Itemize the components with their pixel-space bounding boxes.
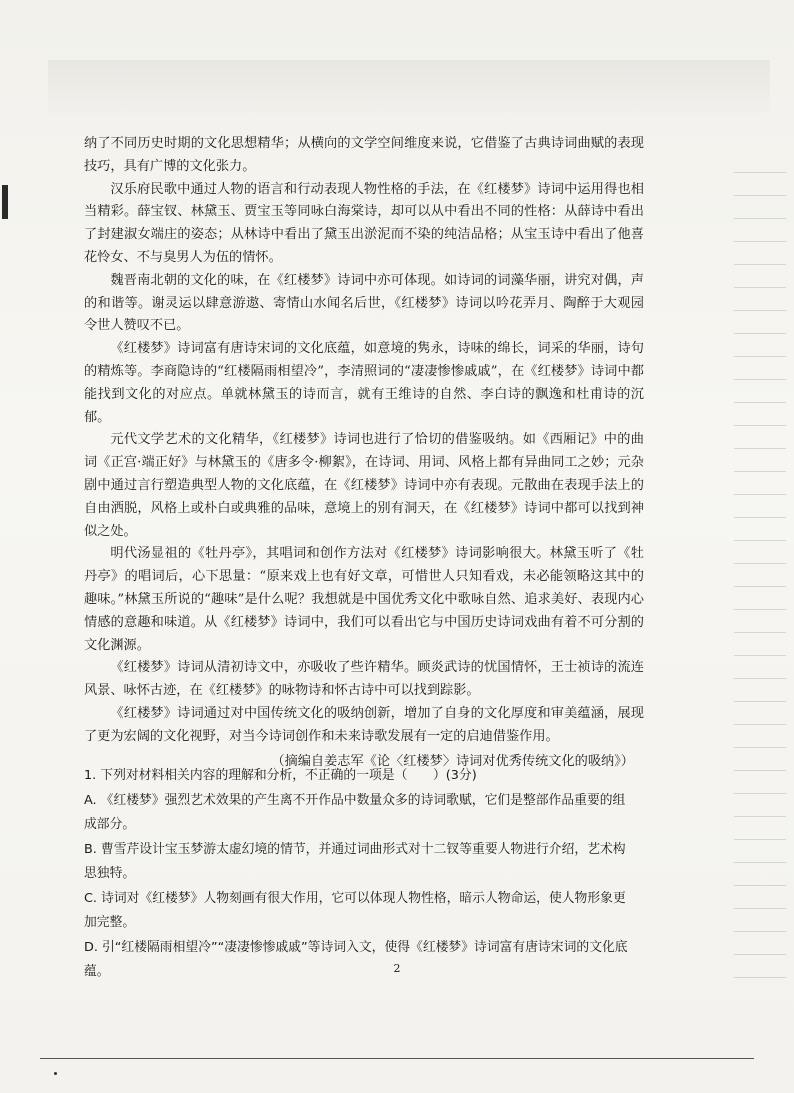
passage-paragraph: 《红楼梦》诗词富有唐诗宋词的文化底蕴，如意境的隽永，诗味的绵长，词采的华丽，诗句的精炼等。李商隐诗的“红楼隔雨相望冷”，李清照词的“凄凄惨惨戚戚”，在《红楼梦》诗词中都能找到文化的对应点。单就林黛玉的诗而言，就有王维诗的自然、李白诗的飘逸和杜甫诗的沉郁。 xyxy=(84,341,644,425)
option-d: D. 引“红楼隔雨相望冷”“凄凄惨惨戚戚”等诗词入文，使得《红楼梦》诗词富有唐诗宋词的文化底蕴。 xyxy=(84,939,628,979)
option-a: A. 《红楼梦》强烈艺术效果的产生离不开作品中数量众多的诗词歌赋，它们是整部作品重要的组成部分。 xyxy=(84,792,626,832)
bleed-through-text xyxy=(734,150,786,970)
passage-paragraph: 明代汤显祖的《牡丹亭》，其唱词和创作方法对《红楼梦》诗词影响很大。林黛玉听了《牡丹亭》的唱词后，心下思量：“原来戏上也有好文章，可惜世人只知看戏，未必能领略这其中的趣味。”林黛玉所说的“趣味”是什么呢？我想就是中国优秀文化中歌咏自然、追求美好、表现内心情感的意趣和味道。从《红楼梦》诗词中，我们可以看出它与中国历史诗词戏曲有着不可分割的文化渊源。 xyxy=(84,546,644,653)
question-stem: 1. 下列对材料相关内容的理解和分析，不正确的一项是（ ）(3分) xyxy=(84,768,477,783)
scan-speck xyxy=(54,1072,57,1075)
page-bottom-border xyxy=(40,1058,754,1059)
passage-paragraph: 纳了不同历史时期的文化思想精华；从横向的文学空间维度来说，它借鉴了古典诗词曲赋的表现技巧，具有广博的文化张力。 xyxy=(84,136,644,174)
scan-shading xyxy=(48,60,770,118)
option-b: B. 曹雪芹设计宝玉梦游太虚幻境的情节，并通过词曲形式对十二钗等重要人物进行介绍，艺术构思独特。 xyxy=(84,841,626,881)
question-block xyxy=(84,764,636,985)
passage-paragraph: 魏晋南北朝的文化的味，在《红楼梦》诗词中亦可体现。如诗词的词藻华丽，讲究对偶，声的和谐等。谢灵运以肆意游遨、寄情山水闻名后世，《红楼梦》诗词以吟花弄月、陶醉于大观园令世人赞叹不已。 xyxy=(84,272,644,334)
source-citation: （摘编自姜志军《论〈红楼梦〉诗词对优秀传统文化的吸纳》） xyxy=(271,753,634,769)
option-c: C. 诗词对《红楼梦》人物刻画有很大作用，它可以体现人物性格，暗示人物命运，使人物形象更加完整。 xyxy=(84,890,626,930)
passage-paragraph: 汉乐府民歌中通过人物的语言和行动表现人物性格的手法，在《红楼梦》诗词中运用得也相当精彩。薛宝钗、林黛玉、贾宝玉等同咏白海棠诗，却可以从中看出不同的性格：从薛诗中看出了封建淑女端庄的姿态；从林诗中看出了黛玉出淤泥而不染的纯洁品格；从宝玉诗中看出了他喜花怜女、不与臭男人为伍的情怀。 xyxy=(84,181,644,265)
passage-paragraph: 《红楼梦》诗词通过对中国传统文化的吸纳创新，增加了自身的文化厚度和审美蕴涵，展现了更为宏阔的文化视野，对当今诗词创作和未来诗歌发展有一定的启迪借鉴作用。 xyxy=(84,705,644,744)
reading-passage xyxy=(84,133,644,773)
passage-paragraph: 元代文学艺术的文化精华，《红楼梦》诗词也进行了恰切的借鉴吸纳。如《西厢记》中的曲词《正宫·端正好》与林黛玉的《唐多令·柳絮》，在诗词、用词、风格上都有异曲同工之妙；元杂剧中通过言行塑造典型人物的文化底蕴，在《红楼梦》诗词中亦有表现。元散曲在表现手法上的自由洒脱，风格上或朴白或典雅的品味，意境上的别有洞天，在《红楼梦》诗词中都可以找到神似之处。 xyxy=(84,432,644,539)
page-number: 2 xyxy=(393,962,401,975)
binding-mark xyxy=(2,185,8,219)
passage-paragraph: 《红楼梦》诗词从清初诗文中，亦吸收了些许精华。顾炎武诗的忧国情怀，王士祯诗的流连风景、咏怀古迹，在《红楼梦》的咏物诗和怀古诗中可以找到踪影。 xyxy=(84,660,644,699)
